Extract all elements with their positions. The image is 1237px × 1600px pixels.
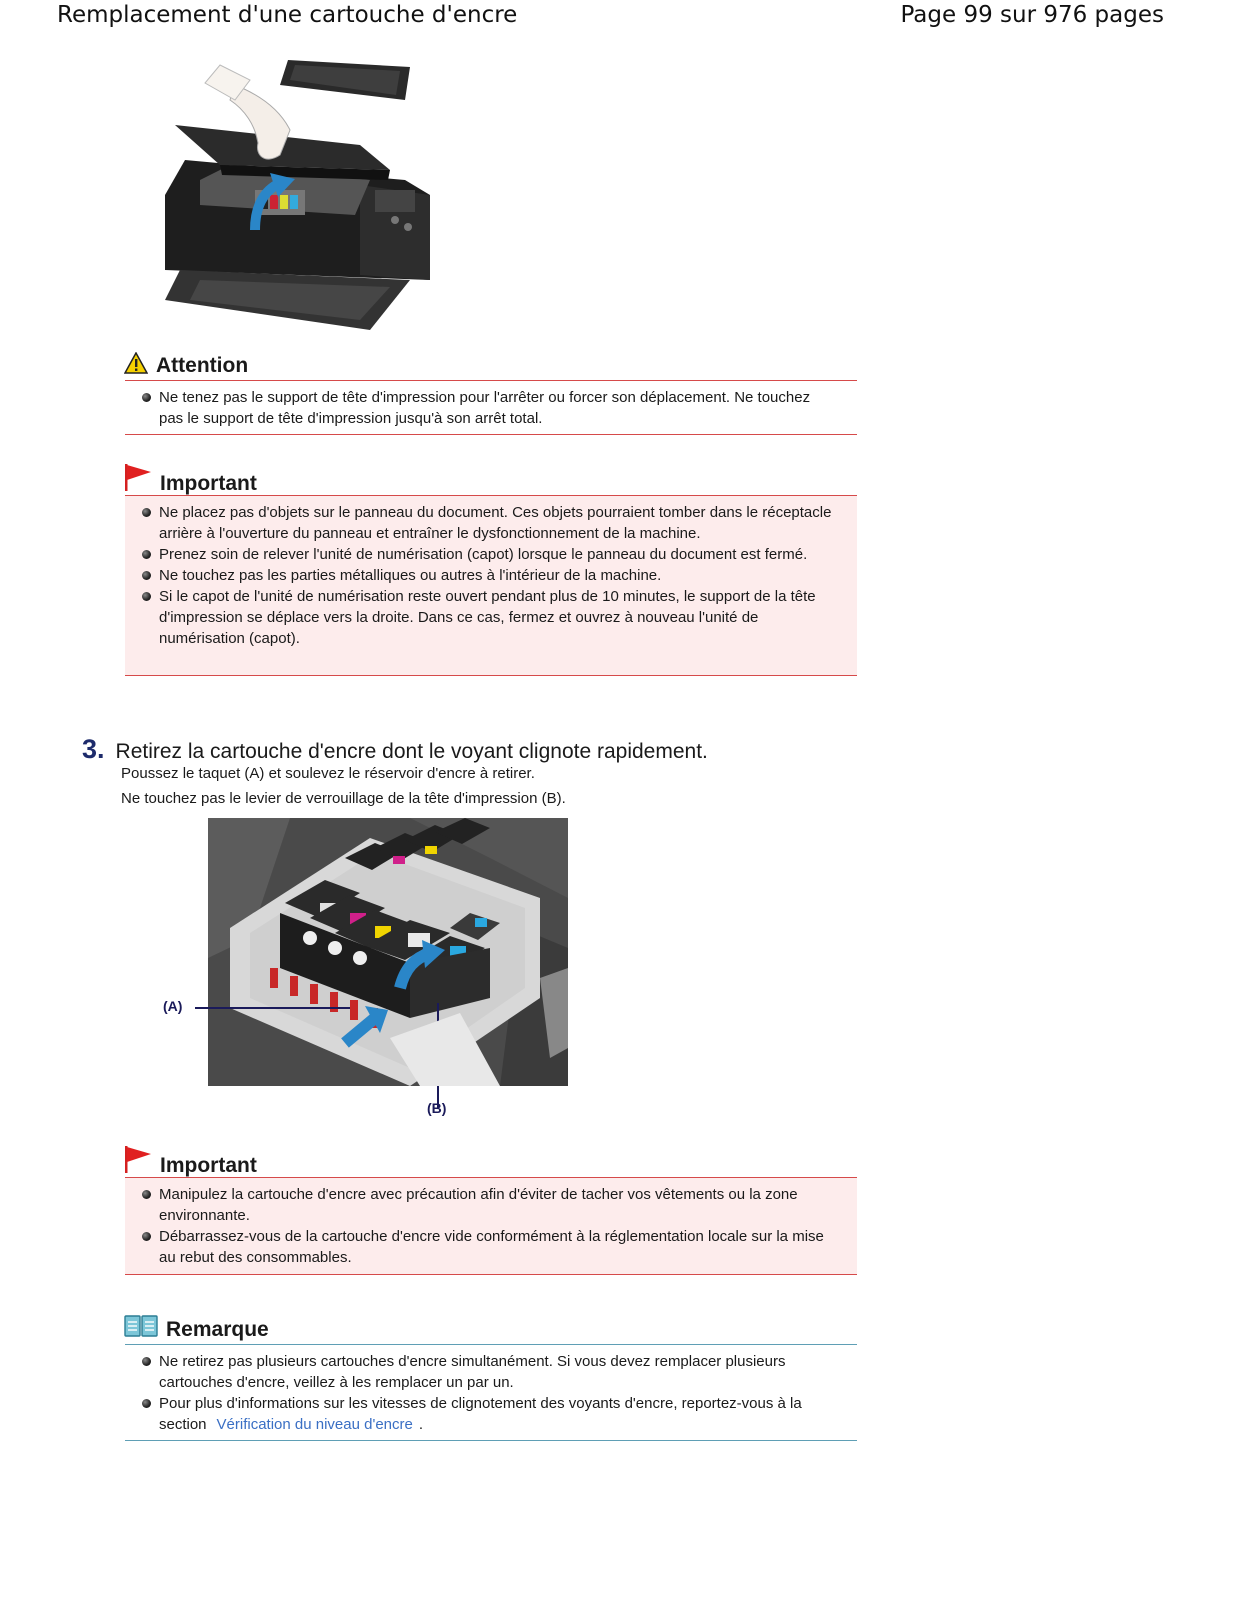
list-item: Ne tenez pas le support de tête d'impression pour l'arrêter ou forcer son déplacement. Ne touchez pas le support de tête d'impression jusqu'à son arrêt total.	[159, 387, 837, 429]
step-3-heading	[82, 734, 708, 765]
remarque-suffix: .	[418, 1416, 424, 1433]
list-item: Prenez soin de relever l'unité de numérisation (capot) lorsque le panneau du document est fermé.	[159, 544, 837, 565]
list-item: Ne touchez pas les parties métalliques ou autres à l'intérieur de la machine.	[159, 565, 837, 586]
warning-icon	[124, 352, 148, 380]
document-title: Remplacement d'une cartouche d'encre	[57, 2, 518, 28]
attention-title: Attention	[156, 354, 249, 377]
important-heading	[124, 463, 257, 497]
attention-box	[125, 380, 857, 435]
list-item: Débarrassez-vous de la cartouche d'encre vide conformément à la réglementation locale sur la mise au rebut des consommables.	[159, 1226, 837, 1268]
list-item: Manipulez la cartouche d'encre avec précaution afin d'éviter de tacher vos vêtements ou la zone environnante.	[159, 1184, 837, 1226]
remarque-heading	[124, 1314, 269, 1346]
important-title: Important	[160, 1154, 257, 1177]
step-instruction-1: Poussez le taquet (A) et soulevez le réservoir d'encre à retirer.	[121, 765, 535, 782]
red-flag-icon	[124, 1145, 152, 1179]
remarque-box	[125, 1344, 857, 1441]
important-heading	[124, 1145, 257, 1179]
callout-label-a: (A)	[163, 998, 183, 1014]
callout-label-b: (B)	[427, 1100, 447, 1116]
list-item: Ne retirez pas plusieurs cartouches d'encre simultanément. Si vous devez remplacer plusieurs cartouches d'encre, veillez à les remplacer un par un.	[159, 1351, 837, 1393]
list-item	[159, 1393, 837, 1435]
important-title: Important	[160, 472, 257, 495]
printer-open-illustration	[160, 55, 435, 340]
step-text: Retirez la cartouche d'encre dont le voyant clignote rapidement.	[115, 740, 708, 763]
remarque-text: Pour plus d'informations sur les vitesses de clignotement des voyants d'encre, reportez-vous à la section	[159, 1395, 802, 1433]
important-box	[125, 1177, 857, 1275]
step-number: 3.	[82, 734, 105, 764]
ink-level-link[interactable]: Vérification du niveau d'encre	[216, 1416, 413, 1433]
list-item: Si le capot de l'unité de numérisation reste ouvert pendant plus de 10 minutes, le support de la tête d'impression se déplace vers la droite. Dans ce cas, fermez et ouvrez à nouveau l'unité de numérisation (capot).	[159, 586, 837, 649]
red-flag-icon	[124, 463, 152, 497]
page-indicator: Page 99 sur 976 pages	[900, 2, 1164, 28]
book-icon	[124, 1314, 158, 1346]
important-box	[125, 495, 857, 676]
ink-cartridge-illustration	[160, 818, 580, 1128]
attention-heading	[124, 352, 248, 380]
list-item: Ne placez pas d'objets sur le panneau du document. Ces objets pourraient tomber dans le réceptacle arrière à l'ouverture du panneau et entraîner le dysfonctionnement de la machine.	[159, 502, 837, 544]
step-instruction-2: Ne touchez pas le levier de verrouillage de la tête d'impression (B).	[121, 790, 566, 807]
remarque-title: Remarque	[166, 1318, 269, 1341]
